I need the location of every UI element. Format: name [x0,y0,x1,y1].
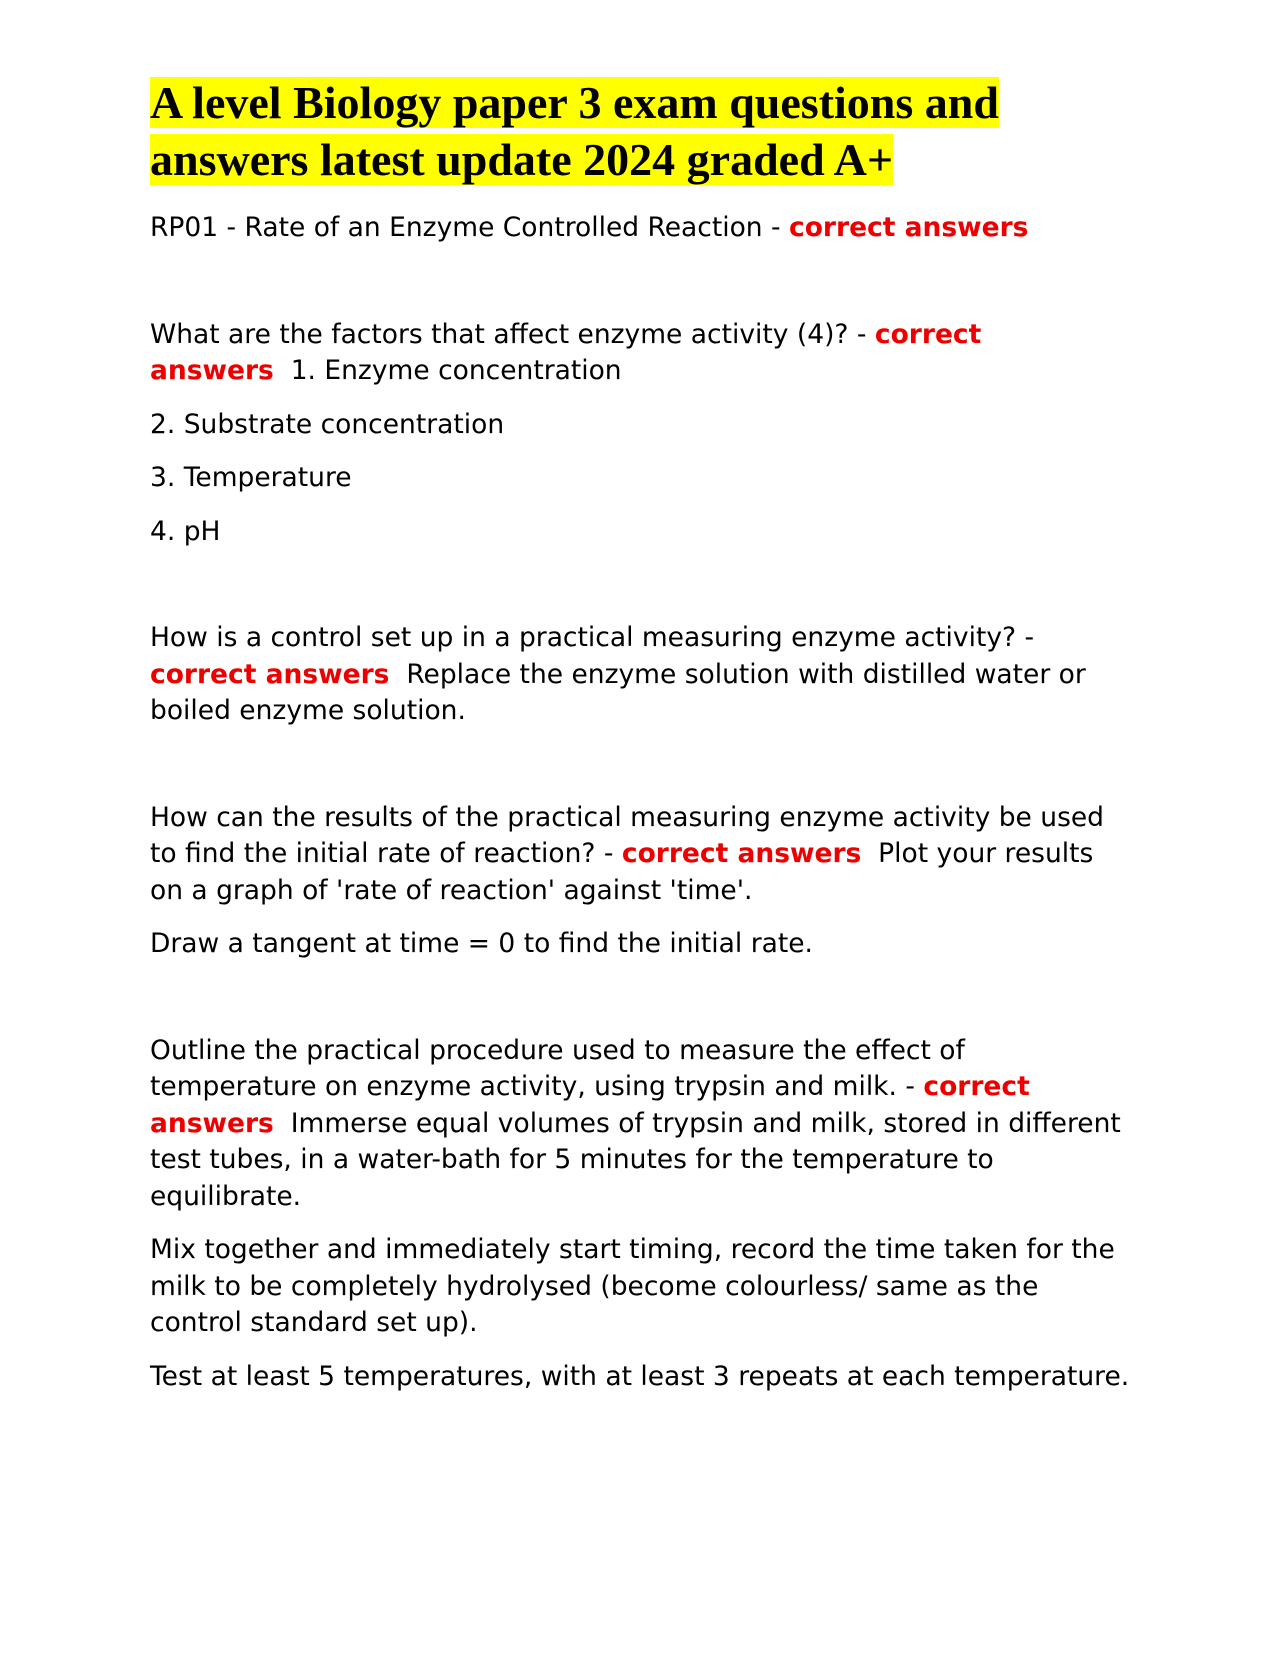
answer-text: Immerse equal volumes of trypsin and milk, stored in different test tubes, in a water-bath for 5 minutes for the temperature to equilibrate. [150,1107,1121,1212]
qa-item [150,1033,1130,1216]
answer-label: correct answers [150,1071,1030,1139]
answer-text: 1. Enzyme concentration [290,355,622,386]
document-title [150,74,1130,188]
answer-label: correct answers [150,658,390,690]
spacer [150,567,1130,620]
title-highlight: A level Biology paper 3 exam questions and answers latest update 2024 graded A+ [150,77,999,185]
answer-line: Test at least 5 temperatures, with at least 3 repeats at each temperature. [150,1360,1130,1392]
answer-line: 4. pH [150,515,221,547]
qa-item [150,620,1130,730]
answer-line: 3. Temperature [150,462,352,493]
answer-label: correct answers [621,838,862,869]
answer-text: Plot your results on a graph of 'rate of reaction' against 'time'. [150,838,1094,906]
answer-line: 2. Substrate concentration [150,408,505,440]
question-text: How is a control set up in a practical measuring enzyme activity? - [150,622,1035,653]
question-text: What are the factors that affect enzyme activity (4)? - [150,318,875,350]
spacer [150,747,1130,800]
answer-line: Mix together and immediately start timing, record the time taken for the milk to be completely hydrolysed (become colourless/ same as the control standard set up). [150,1234,1115,1338]
spacer [150,980,1130,1033]
answer-line: Draw a tangent at time = 0 to find the initial rate. [150,928,813,959]
question-text: RP01 - Rate of an Enzyme Controlled Reaction - [150,212,790,243]
answer-label: correct answers [789,212,1029,243]
question-text: How can the results of the practical measuring enzyme activity be used to find the initial rate of reaction? - [150,801,1104,869]
qa-item [150,317,1130,390]
document-content [150,74,1130,1412]
qa-item [150,210,1130,247]
spacer [150,264,1130,317]
answer-text: Replace the enzyme solution with distilled water or boiled enzyme solution. [150,658,1086,726]
qa-item [150,800,1130,910]
question-text: Outline the practical procedure used to measure the effect of temperature on enzyme activity, using trypsin and milk. - [150,1034,965,1102]
answer-label: correct answers [150,318,982,386]
